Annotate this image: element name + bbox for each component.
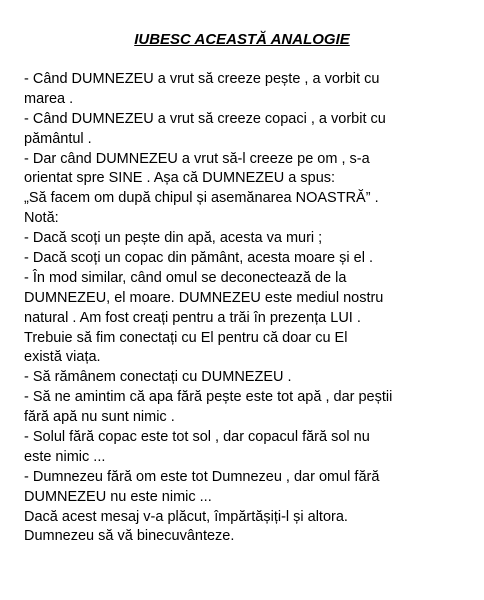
text-line-20: este nimic ... — [24, 448, 106, 465]
text-line-2: marea . — [24, 90, 74, 107]
text-line-11: - În mod similar, când omul se deconectează de la — [24, 269, 347, 286]
text-line-22: DUMNEZEU nu este nimic ... — [24, 488, 212, 505]
text-line-10: - Dacă scoți un copac din pământ, acesta moare și el . — [24, 250, 373, 267]
text-line-12: DUMNEZEU, el moare. DUMNEZEU este mediul nostru — [24, 289, 384, 306]
text-line-18: fără apă nu sunt nimic . — [24, 409, 175, 426]
document-title: IUBESC ACEASTĂ ANALOGIE — [134, 31, 350, 48]
text-line-24: Dumnezeu să vă binecuvânteze. — [24, 528, 235, 545]
text-line-13: natural . Am fost creați pentru a trăi în prezența LUI . — [24, 309, 361, 326]
text-line-15: există viața. — [24, 349, 101, 366]
text-line-19: - Solul fără copac este tot sol , dar copacul fără sol nu — [24, 429, 370, 446]
text-line-4: pământul . — [24, 130, 92, 147]
text-line-14: Trebuie să fim conectați cu El pentru că doar cu El — [24, 329, 348, 346]
text-line-16: - Să rămânem conectați cu DUMNEZEU . — [24, 369, 292, 386]
text-line-7: „Să facem om după chipul și asemănarea NOASTRĂ” . — [24, 190, 379, 207]
text-line-6: orientat spre SINE . Așa că DUMNEZEU a spus: — [24, 170, 336, 187]
text-line-17: - Să ne amintim că apa fără pește este tot apă , dar peștii — [24, 389, 393, 406]
text-line-23: Dacă acest mesaj v-a plăcut, împărtășiți-l și altora. — [24, 508, 348, 525]
text-line-8: Notă: — [24, 210, 59, 227]
text-line-9: - Dacă scoți un pește din apă, acesta va muri ; — [24, 230, 323, 247]
document-body — [24, 70, 476, 547]
text-line-21: - Dumnezeu fără om este tot Dumnezeu , dar omul fără — [24, 468, 380, 485]
text-line-3: - Când DUMNEZEU a vrut să creeze copaci , a vorbit cu — [24, 110, 386, 127]
text-line-5: - Dar când DUMNEZEU a vrut să-l creeze pe om , s-a — [24, 150, 370, 167]
text-line-1: - Când DUMNEZEU a vrut să creeze pește , a vorbit cu — [24, 71, 380, 87]
